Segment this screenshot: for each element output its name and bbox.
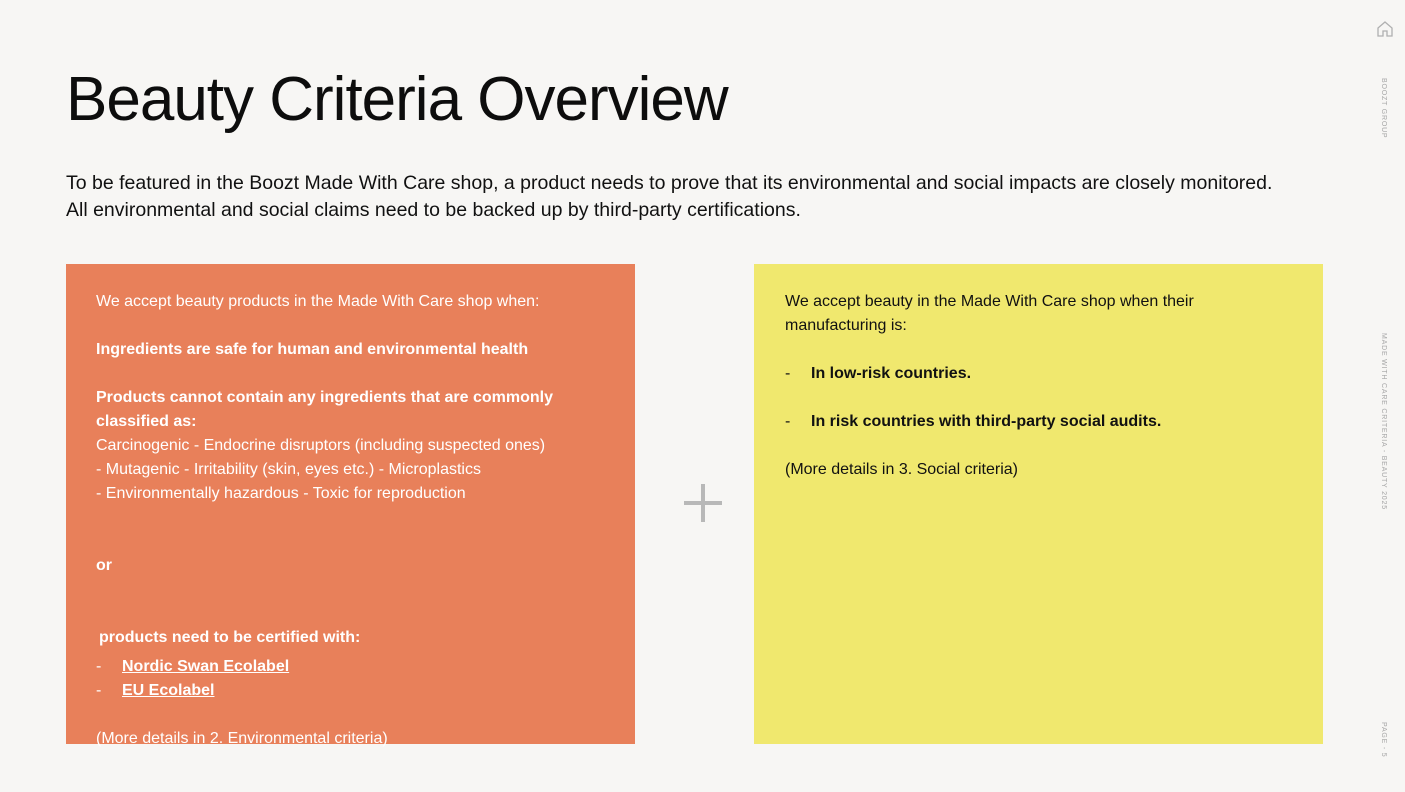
restricted-line: - Mutagenic - Irritability (skin, eyes etc.) - Microplastics bbox=[96, 461, 481, 478]
manufacturing-item bbox=[785, 362, 1293, 386]
list-dash: - bbox=[785, 413, 791, 430]
list-dash: - bbox=[96, 658, 102, 675]
list-dash: - bbox=[96, 682, 102, 699]
certification-item bbox=[96, 655, 605, 679]
ingredients-card bbox=[66, 264, 635, 747]
certification-item bbox=[96, 679, 605, 703]
restricted-line: - Environmentally hazardous - Toxic for reproduction bbox=[96, 485, 466, 502]
environmental-criteria-note: (More details in 2. Environmental criteria) bbox=[96, 730, 388, 747]
ingredients-heading: Ingredients are safe for human and environmental health bbox=[96, 341, 529, 358]
page-number: PAGE - 5 bbox=[1380, 722, 1387, 758]
brand-label: BOOZT GROUP bbox=[1380, 78, 1387, 139]
home-icon[interactable] bbox=[1376, 20, 1394, 38]
manufacturing-card-intro: We accept beauty in the Made With Care shop when their manufacturing is: bbox=[785, 293, 1194, 334]
ingredients-card-intro: We accept beauty products in the Made With Care shop when: bbox=[96, 293, 540, 310]
manufacturing-card bbox=[754, 264, 1323, 744]
social-criteria-note: (More details in 3. Social criteria) bbox=[785, 461, 1018, 478]
or-label: or bbox=[96, 557, 112, 574]
manufacturing-item-label: In low-risk countries. bbox=[811, 365, 972, 382]
manufacturing-item-label: In risk countries with third-party social audits. bbox=[811, 413, 1162, 430]
restricted-line: Carcinogenic - Endocrine disruptors (including suspected ones) bbox=[96, 437, 546, 454]
restricted-heading: Products cannot contain any ingredients that are commonly classified as: bbox=[96, 389, 553, 430]
intro-paragraph: To be featured in the Boozt Made With Care shop, a product needs to prove that its environmental and social impacts are closely monitored. All environmental and social claims need to be backed up by third-party certifications. bbox=[66, 172, 1273, 221]
certification-heading: products need to be certified with: bbox=[99, 629, 361, 646]
manufacturing-item bbox=[785, 410, 1293, 434]
page-title: Beauty Criteria Overview bbox=[66, 65, 728, 134]
list-dash: - bbox=[785, 365, 791, 382]
eu-ecolabel-link[interactable]: EU Ecolabel bbox=[122, 682, 215, 699]
document-label: MADE WITH CARE CRITERIA - BEAUTY 2025 bbox=[1380, 333, 1387, 510]
nordic-swan-link[interactable]: Nordic Swan Ecolabel bbox=[122, 658, 290, 675]
plus-icon bbox=[680, 480, 726, 526]
